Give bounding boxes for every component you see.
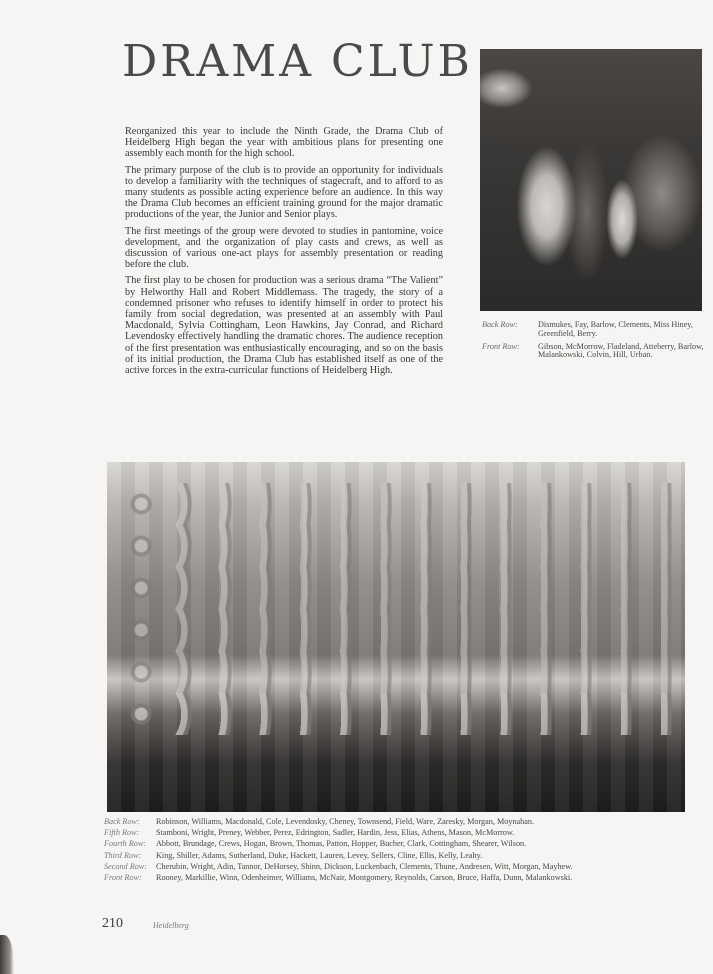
caption-row-names: Robinson, Williams, Macdonald, Cole, Levendosky, Cheney, Townsend, Field, Ware, Zaresky, Morgan, Moynahan. [156,817,535,826]
cast-photo-caption [482,321,707,364]
article-paragraph: Reorganized this year to include the Ninth Grade, the Drama Club of Heidelberg High began the year with ambitious plans for presenting one assembly each month for the high school. [125,126,443,160]
page-number: 210 [102,916,123,931]
group-photo-caption [104,816,704,883]
cast-photo [480,49,702,311]
binding-shadow [0,935,14,974]
caption-row-label: Back Row: [482,320,518,329]
article-paragraph: The primary purpose of the club is to provide an opportunity for individuals to develop a familiarity with the techniques of stagecraft, and to afford to as many students as possible acting experience before an audience. In this way the Drama Club becomes an efficient training ground for the major dramatic productions of the year, the Junior and Senior plays. [125,164,443,221]
caption-row-label: Third Row: [104,850,142,860]
photo-row-band [119,525,674,567]
caption-row-names: Gibson, McMorrow, Fladeland, Atteberry, Barlow, Malankowski, Colvin, Hill, Urban. [538,341,704,360]
article-body [125,126,443,381]
photo-row-band [119,483,674,525]
caption-row [104,827,704,838]
caption-row-names: King, Shiller, Adams, Sutherland, Duke, Hackett, Lauren, Levey, Sellers, Cline, Ellis, Kelly, Leahy. [156,850,483,860]
book-name: Heidelberg [153,921,189,930]
caption-row [482,321,707,339]
photo-row-band [119,651,674,693]
caption-row-names: Stamboni, Wright, Preney, Webber, Perez, Edrington, Sadler, Hardin, Jess, Elias, Athens, Mason, McMorrow. [156,828,515,838]
caption-row-label: Front Row: [104,873,142,883]
caption-row-label: Front Row: [482,341,520,351]
caption-row-label: Fifth Row: [104,828,140,838]
caption-row [104,872,704,883]
group-photo [107,462,685,812]
photo-row-band [119,609,674,651]
page-title: DRAMA CLUB [122,36,473,87]
caption-row-label: Back Row: [104,817,140,826]
caption-row-names: Dismukes, Fay, Barlow, Clements, Miss Hiney, Greenfield, Berry. [538,320,693,338]
caption-row [482,343,707,361]
caption-row-names: Rooney, Markillie, Winn, Odenheimer, Williams, McNair, Montgomery, Reynolds, Carson, Bruce, Haffa, Dunn, Malankowski. [156,873,573,883]
caption-row [104,838,704,849]
caption-row [104,861,704,872]
caption-row-label: Fourth Row: [104,839,147,849]
photo-row-band [119,693,674,735]
caption-row [104,816,704,827]
article-paragraph: The first meetings of the group were devoted to studies in pantomine, voice development, and the organization of play casts and crews, as well as discussion of various one-act plays for assembly presentation or reading before the club. [125,225,443,271]
caption-row-label: Second Row: [104,861,147,871]
caption-row [104,850,704,861]
photo-row-band [119,567,674,609]
article-paragraph: The first play to be chosen for production was a serious drama “The Valient” by Helworthy Hall and Robert Middlemass. The tragedy, the story of a condemned prisoner who refuses to identify himself in order to protect his family from social degredation, was presented at an assembly with Paul Macdonald, Sylvia Cottingham, Leon Hawkins, Jay Conrad, and Richard Levendosky effectively handling the dramatic chores. The audience reception of the first presentation was enthusiastically encouraging, and so on the basis of its initial production, the Drama Club has established itself as one of the active forces in the extra-curricular functions of Heidelberg High. [125,275,443,377]
caption-row-names: Abbott, Brundage, Crews, Hogan, Brown, Thomas, Patton, Hopper, Bucher, Clark, Cottingham, Shearer, Wilson. [156,839,527,849]
caption-row-names: Cherubin, Wright, Adin, Tannor, DeHorsey, Shinn, Dickson, Luckenbach, Clements, Thune, Andresen, Witt, Morgan, Mayhew. [156,861,573,871]
